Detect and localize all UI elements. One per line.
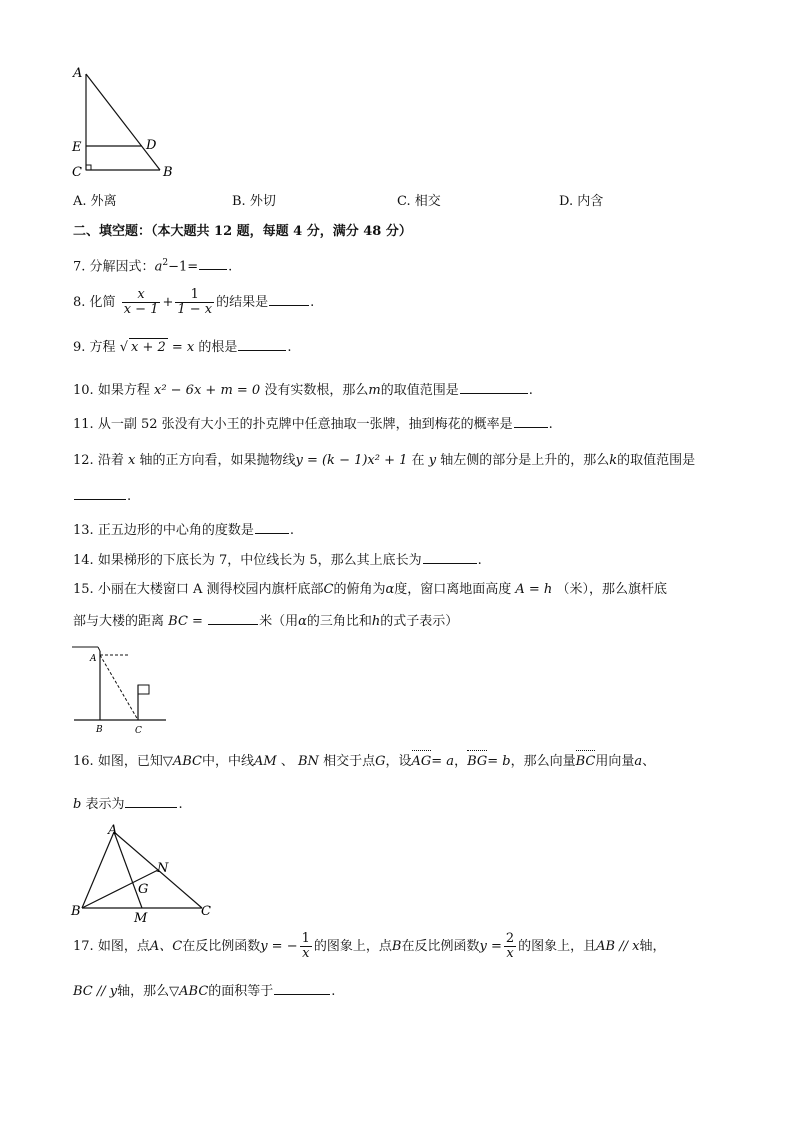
question-10: 10. 如果方程 x² − 6x + m = 0 没有实数根，那么m的取值范围是 . (73, 383, 533, 398)
answer-blank[interactable] (208, 612, 258, 625)
answer-blank[interactable] (460, 381, 528, 394)
median-triangle-figure (68, 820, 218, 928)
building-top-wall (98, 647, 100, 651)
right-angle-mark (86, 165, 91, 170)
question-9: 9. 方程 √ x + 2 = x 的根是 . (73, 340, 292, 355)
answer-blank[interactable] (274, 982, 330, 995)
question-15: 15. 小丽在大楼窗口 A 测得校园内旗杆底部C的俯角为α度，窗口离地面高度 A = h （米），那么旗杆底 (73, 582, 667, 597)
label-c: C (135, 726, 142, 736)
question-11: 11. 从一副 52 张没有大小王的扑克牌中任意抽取一张牌，抽到梅花的概率是 . (73, 417, 553, 432)
fraction-1: $\frac{x}{x - 1}$ (123, 287, 159, 317)
label-c: C (72, 165, 82, 180)
side-ab (82, 832, 114, 908)
building-flagpole-figure (70, 643, 170, 738)
option-a: A. 外离 (73, 194, 117, 209)
triangle-figure (68, 62, 183, 184)
question-13: 13. 正五边形的中心角的度数是 . (73, 523, 294, 538)
answer-blank[interactable] (423, 551, 477, 564)
label-a: A (73, 66, 83, 81)
fraction-2: $\frac{1}{1 - x}$ (177, 287, 213, 317)
radical: x + 2 (130, 340, 166, 355)
label-m: M (134, 911, 148, 926)
question-17: 17. 如图，点A、C在反比例函数y = − $\frac{1}{x}$ 的图象上，点B在反比例函数y = $\frac{2}{x}$ 的图象上，且AB // x轴， (73, 931, 666, 961)
question-16-line2: b 表示为 . (73, 797, 183, 812)
question-12-line2: . (73, 487, 131, 506)
question-16: 16. 如图，已知▽ABC中，中线AM 、 BN 相交于点G，设AG= a，BG= b，那么向量BC用向量a、 (73, 754, 656, 769)
sight-line-dashed (100, 655, 138, 720)
label-a: A (108, 823, 118, 838)
answer-blank[interactable] (255, 521, 289, 534)
fraction-1: $\frac{1}{x}$ (301, 931, 310, 961)
label-b: B (71, 904, 81, 919)
answer-blank[interactable] (199, 257, 227, 270)
label-e: E (72, 140, 82, 155)
answer-blank[interactable] (514, 415, 548, 428)
section-heading: 二、填空题：（本大题共 12 题，每题 4 分，满分 48 分） (73, 224, 412, 239)
question-14: 14. 如果梯形的下底长为 7，中位线长为 5，那么其上底长为 . (73, 553, 482, 568)
side-ab (86, 74, 160, 170)
answer-blank[interactable] (269, 293, 309, 306)
answer-blank[interactable] (238, 338, 286, 351)
question-15-line2: 部与大楼的距离 BC = 米（用α的三角比和h的式子表示） (73, 614, 459, 629)
answer-blank[interactable] (125, 795, 177, 808)
label-a: A (90, 654, 97, 664)
label-b: B (163, 165, 173, 180)
option-d: D. 内含 (559, 194, 604, 209)
answer-blank[interactable] (74, 487, 126, 500)
option-c: C. 相交 (397, 194, 441, 209)
option-b: B. 外切 (232, 194, 276, 209)
flag (138, 685, 149, 694)
label-d: D (146, 138, 157, 153)
question-7: 7. 分解因式：$a^2-1=$ . (73, 258, 233, 275)
label-c: C (201, 904, 211, 919)
label-n: N (157, 861, 169, 876)
question-12: 12. 沿着 x 轴的正方向看，如果抛物线y = (k − 1)x² + 1 在 y 轴左侧的部分是上升的，那么k的取值范围是 (73, 453, 696, 468)
question-17-line2: BC // y轴，那么▽ABC的面积等于 . (73, 984, 336, 999)
question-8: 8. 化简 $\frac{x}{x - 1}$ + $\frac{1}{1 - x}$ 的结果是 . (73, 287, 315, 317)
label-g: G (138, 882, 149, 897)
label-b: B (96, 725, 103, 735)
fraction-2: $\frac{2}{x}$ (505, 931, 515, 961)
